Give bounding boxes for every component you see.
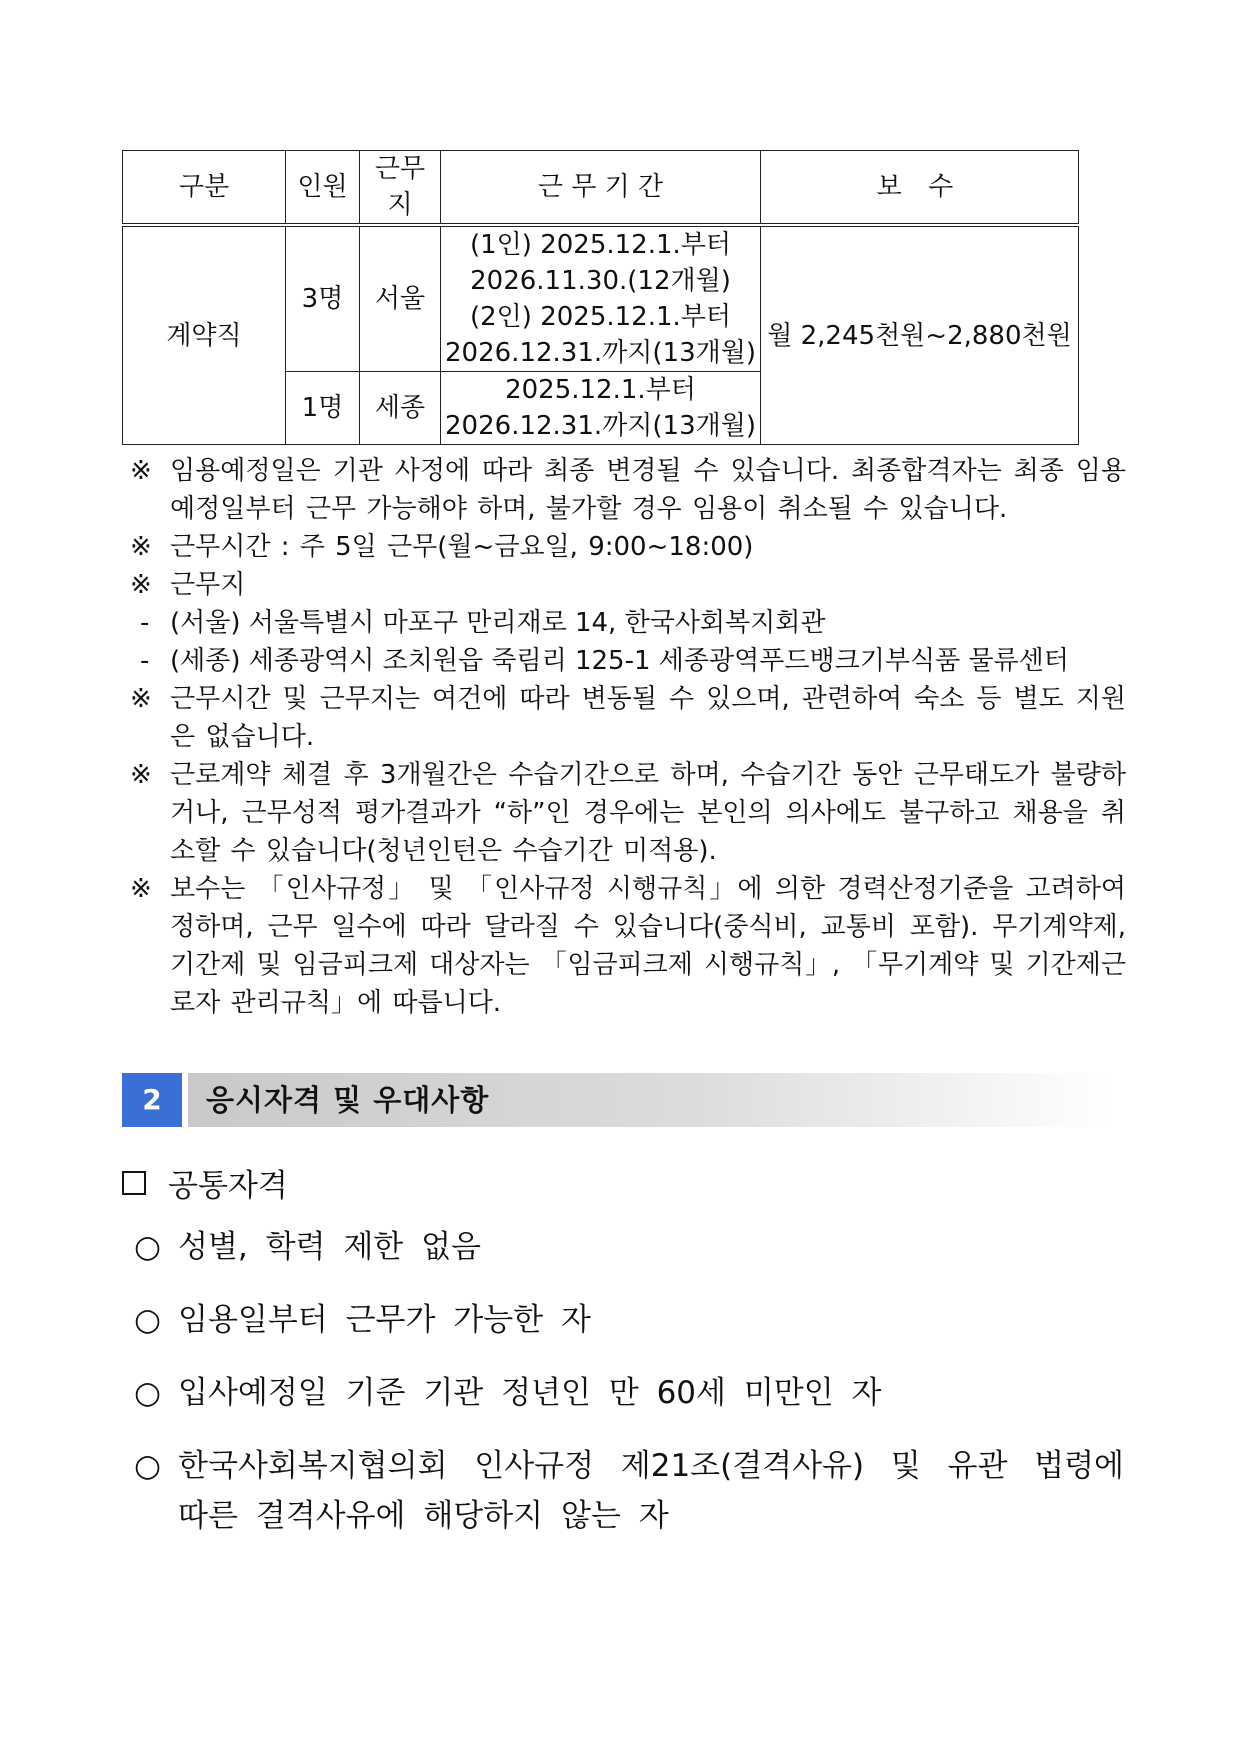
place-cell: 서울	[360, 225, 441, 372]
table-header-row	[123, 151, 1079, 226]
category-cell: 계약직	[123, 225, 286, 445]
period-line: 2025.12.1.부터	[505, 375, 696, 405]
qualification-heading	[122, 1160, 288, 1205]
circle-bullet-icon: ○	[134, 1302, 162, 1338]
count-cell: 1명	[286, 372, 360, 445]
section-title: 응시자격 및 우대사항	[206, 1083, 490, 1117]
period-line: (2인) 2025.12.1.부터	[469, 302, 732, 332]
count-cell: 3명	[286, 225, 360, 372]
note-text: 근로계약 체결 후 3개월간은 수습기간으로 하며, 수습기간 동안 근무태도가 불량하거나, 근무성적 평가결과가 “하”인 경우에는 본인의 의사에도 불구하고 채용을 취소할 수 있습니다(청년인턴은 수습기간 미적용).	[170, 760, 1126, 866]
note-item	[130, 680, 1126, 756]
reference-mark: ※	[130, 760, 152, 790]
period-cell	[441, 372, 761, 445]
qualification-text: 한국사회복지협의회 인사규정 제21조(결격사유) 및 유관 법령에 따른 결격사유에 해당하지 않는 자	[178, 1448, 1124, 1534]
header-count: 인원	[286, 151, 360, 226]
reference-mark: ※	[130, 874, 152, 904]
qualification-list	[134, 1222, 1124, 1564]
header-place: 근무지	[360, 151, 441, 226]
circle-bullet-icon: ○	[134, 1375, 162, 1411]
section-number: 2	[122, 1073, 182, 1127]
reference-mark: ※	[130, 532, 152, 562]
note-text: 근무시간 : 주 5일 근무(월~금요일, 9:00~18:00)	[170, 532, 754, 562]
note-text: 근무지	[170, 570, 246, 600]
workplace-item	[130, 642, 1126, 680]
qualification-text: 입사예정일 기준 기관 정년인 만 60세 미만인 자	[178, 1375, 882, 1411]
reference-mark: ※	[130, 456, 152, 486]
note-text: 임용예정일은 기관 사정에 따라 최종 변경될 수 있습니다. 최종합격자는 최종 임용 예정일부터 근무 가능해야 하며, 불가할 경우 임용이 취소될 수 있습니다.	[170, 456, 1126, 524]
workplace-text: (서울) 서울특별시 마포구 만리재로 14, 한국사회복지회관	[170, 608, 826, 638]
note-item	[130, 756, 1126, 870]
qualification-heading-text: 공통자격	[168, 1168, 288, 1204]
note-text: 보수는 「인사규정」 및 「인사규정 시행규칙」에 의한 경력산정기준을 고려하여 정하며, 근무 일수에 따라 달라질 수 있습니다(중식비, 교통비 포함). 무기계약제, 기간제 및 임금피크제 대상자는 「임금피크제 시행규칙」, 「무기계약 및 기간제근로자 관리규칙」에 따릅니다.	[170, 874, 1126, 1018]
list-item	[134, 1441, 1124, 1541]
qualification-text: 임용일부터 근무가 가능한 자	[178, 1302, 591, 1338]
period-line: 2026.12.31.까지(13개월)	[445, 338, 756, 368]
list-item	[134, 1295, 1124, 1345]
workplace-item	[130, 604, 1126, 642]
header-period: 근 무 기 간	[441, 151, 761, 226]
circle-bullet-icon: ○	[134, 1229, 162, 1265]
header-category: 구분	[123, 151, 286, 226]
period-line: 2026.11.30.(12개월)	[470, 266, 731, 296]
list-item	[134, 1368, 1124, 1418]
note-item	[130, 566, 1126, 604]
period-cell	[441, 225, 761, 372]
pay-cell: 월 2,245천원~2,880천원	[761, 225, 1079, 445]
note-item	[130, 870, 1126, 1022]
period-line: (1인) 2025.12.1.부터	[469, 230, 732, 260]
header-pay: 보 수	[761, 151, 1079, 226]
circle-bullet-icon: ○	[134, 1448, 162, 1484]
workplace-text: (세종) 세종광역시 조치원읍 죽림리 125-1 세종광역푸드뱅크기부식품 물류센터	[170, 646, 1069, 676]
period-line: 2026.12.31.까지(13개월)	[445, 411, 756, 441]
section-header	[122, 1073, 1112, 1127]
place-cell: 세종	[360, 372, 441, 445]
table-row	[123, 225, 1079, 372]
square-bullet-icon	[122, 1171, 146, 1195]
notes-list	[130, 452, 1126, 1022]
dash-mark: -	[140, 608, 150, 638]
reference-mark: ※	[130, 570, 152, 600]
reference-mark: ※	[130, 684, 152, 714]
note-item	[130, 452, 1126, 528]
dash-mark: -	[140, 646, 150, 676]
list-item	[134, 1222, 1124, 1272]
qualification-text: 성별, 학력 제한 없음	[178, 1229, 481, 1265]
note-item	[130, 528, 1126, 566]
employment-table	[122, 150, 1079, 445]
note-text: 근무시간 및 근무지는 여건에 따라 변동될 수 있으며, 관련하여 숙소 등 별도 지원은 없습니다.	[170, 684, 1126, 752]
